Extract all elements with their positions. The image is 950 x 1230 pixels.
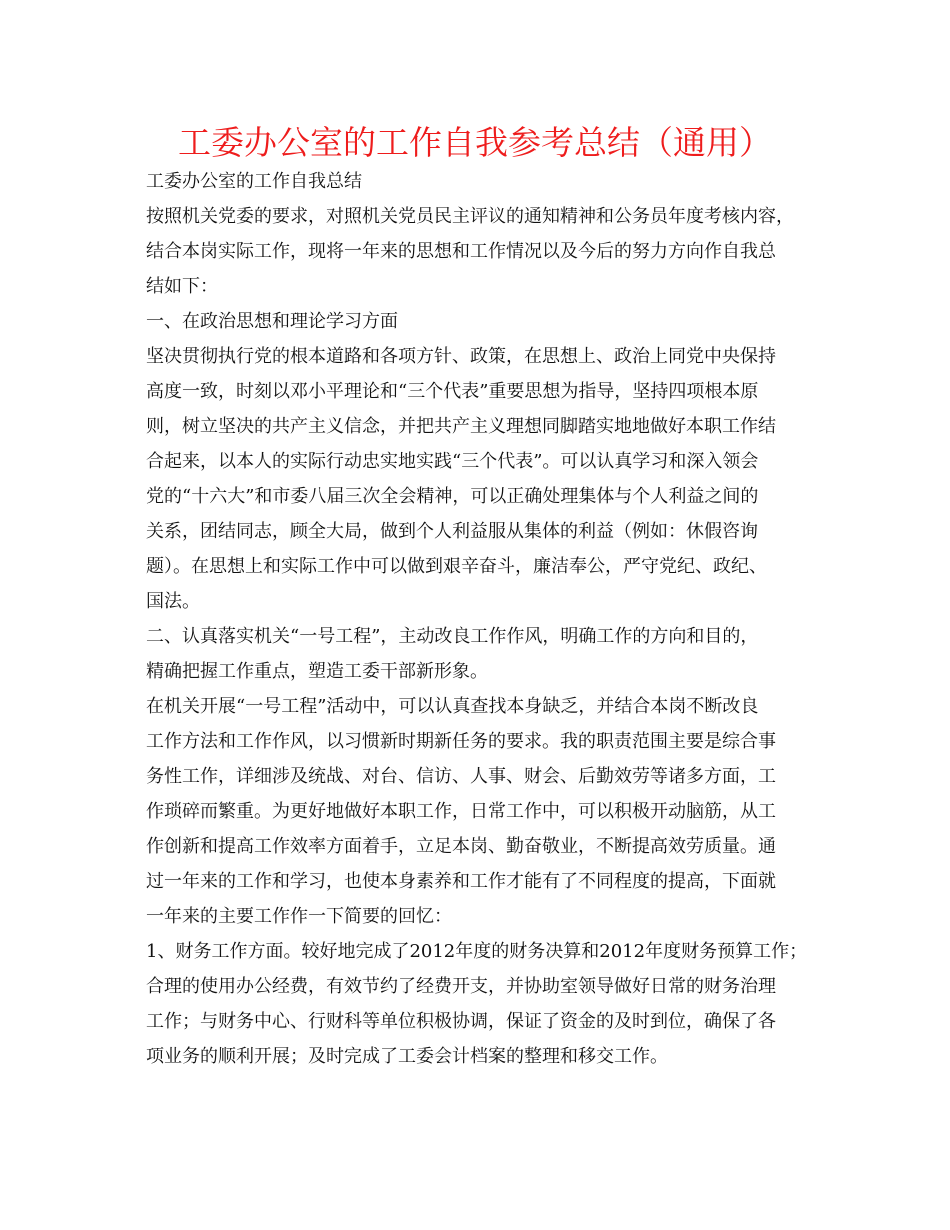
body-line-11: 关系，团结同志，顾全大局，做到个人利益服从集体的利益（例如：休假咨询 xyxy=(146,521,758,542)
body-line-4: 结如下： xyxy=(146,276,218,297)
body-line-14: 二、认真落实机关“一号工程”，主动改良工作作风，明确工作的方向和目的， xyxy=(146,626,759,647)
body-line-16: 在机关开展“一号工程”活动中，可以认真查找本身缺乏，并结合本岗不断改良 xyxy=(146,696,759,717)
body-line-7: 高度一致，时刻以邓小平理论和“三个代表”重要思想为指导，坚持四项根本原 xyxy=(146,381,759,402)
body-line-20: 作创新和提高工作效率方面着手，立足本岗、勤奋敬业，不断提高效劳质量。通 xyxy=(146,836,776,857)
body-line-9: 合起来，以本人的实际行动忠实地实践“三个代表”。可以认真学习和深入领会 xyxy=(146,451,759,472)
body-line-18: 务性工作，详细涉及统战、对台、信访、人事、财会、后勤效劳等诸多方面，工 xyxy=(146,766,776,787)
body-line-15: 精确把握工作重点，塑造工委干部新形象。 xyxy=(146,661,488,682)
body-line-26: 项业务的顺利开展；及时完成了工委会计档案的整理和移交工作。 xyxy=(146,1046,668,1067)
body-line-23: 1、财务工作方面。较好地完成了2012年度的财务决算和2012年度财务预算工作； xyxy=(146,941,808,962)
body-line-25: 工作；与财务中心、行财科等单位积极协调，保证了资金的及时到位，确保了各 xyxy=(146,1011,776,1032)
body-line-8: 则，树立坚决的共产主义信念，并把共产主义理想同脚踏实地地做好本职工作结 xyxy=(146,416,776,437)
body-line-2: 按照机关党委的要求，对照机关党员民主评议的通知精神和公务员年度考核内容， xyxy=(146,206,794,227)
body-line-17: 工作方法和工作作风，以习惯新时期新任务的要求。我的职责范围主要是综合事 xyxy=(146,731,776,752)
body-line-5: 一、在政治思想和理论学习方面 xyxy=(146,311,398,332)
body-line-10: 党的“十六大”和市委八届三次全会精神，可以正确处理集体与个人利益之间的 xyxy=(146,486,759,507)
body-line-19: 作琐碎而繁重。为更好地做好本职工作，日常工作中，可以积极开动脑筋，从工 xyxy=(146,801,776,822)
body-line-21: 过一年来的工作和学习，也使本身素养和工作才能有了不同程度的提高，下面就 xyxy=(146,871,776,892)
document-title: 工委办公室的工作自我参考总结（通用） xyxy=(178,123,772,162)
body-line-22: 一年来的主要工作作一下简要的回忆： xyxy=(146,906,452,927)
body-line-24: 合理的使用办公经费，有效节约了经费开支，并协助室领导做好日常的财务治理 xyxy=(146,976,776,997)
body-line-13: 国法。 xyxy=(146,591,200,612)
body-line-1: 工委办公室的工作自我总结 xyxy=(146,171,362,192)
body-line-6: 坚决贯彻执行党的根本道路和各项方针、政策，在思想上、政治上同党中央保持 xyxy=(146,346,776,367)
body-line-3: 结合本岗实际工作，现将一年来的思想和工作情况以及今后的努力方向作自我总 xyxy=(146,241,776,262)
body-line-12: 题）。在思想上和实际工作中可以做到艰辛奋斗，廉洁奉公，严守党纪、政纪、 xyxy=(146,556,767,577)
